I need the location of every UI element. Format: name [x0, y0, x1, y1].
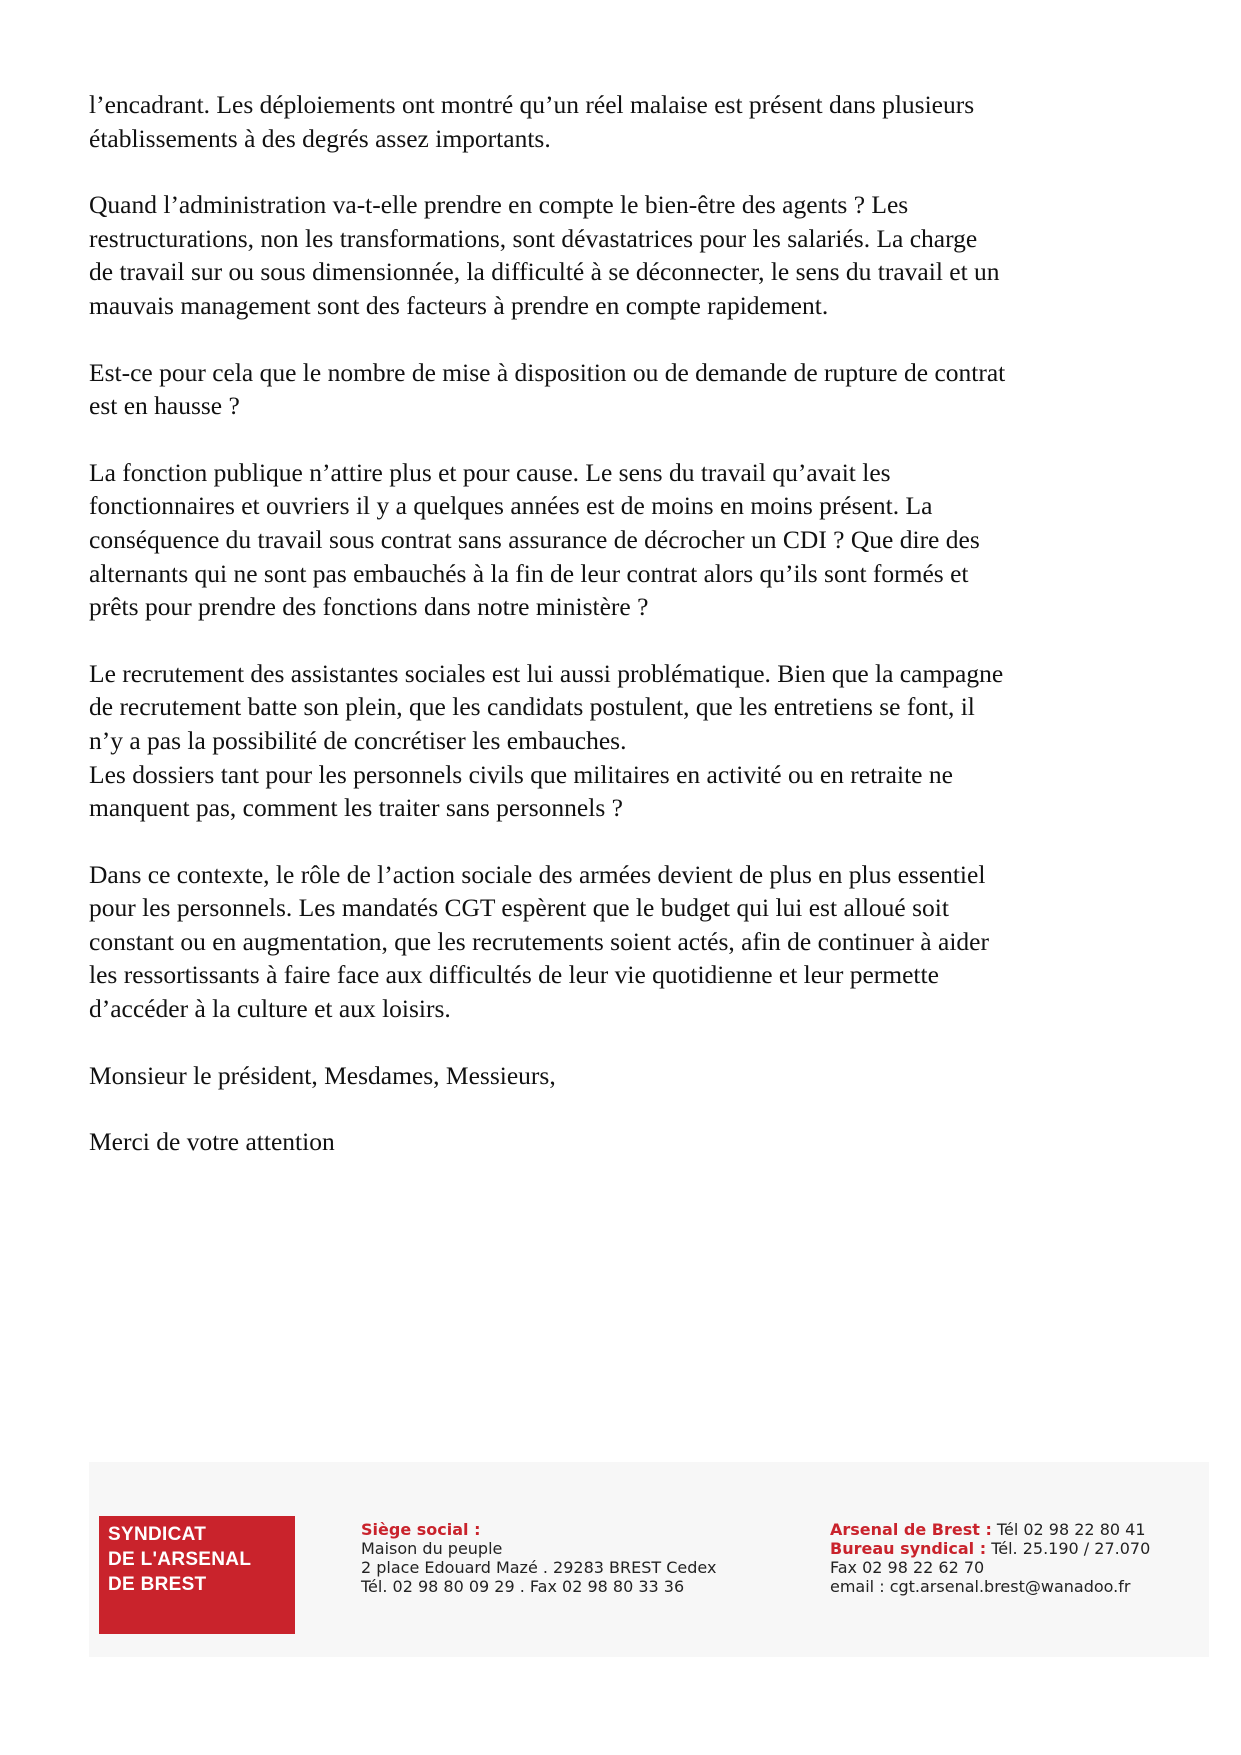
paragraph-malaise — [89, 88, 1123, 155]
text-line: pour les personnels. Les mandatés CGT espèrent que le budget qui lui est alloué soit — [89, 893, 949, 923]
arsenal-phone: Tél 02 98 22 80 41 — [991, 1520, 1146, 1539]
text-line: prêts pour prendre des fonctions dans notre ministère ? — [89, 592, 649, 622]
text-line: mauvais management sont des facteurs à prendre en compte rapidement. — [89, 290, 829, 320]
text-line: manquent pas, comment les traiter sans personnels ? — [89, 793, 623, 823]
text-line: Les dossiers tant pour les personnels civils que militaires en activité ou en retraite ne — [89, 759, 953, 789]
bureau-label: Bureau syndical : — [830, 1539, 987, 1558]
text-line: n’y a pas la possibilité de concrétiser les embauches. — [89, 725, 627, 755]
logo-line: SYNDICAT — [108, 1524, 207, 1545]
logo-line: DE L'ARSENAL — [108, 1549, 252, 1570]
siege-social-block — [361, 1520, 716, 1596]
text-line: établissements à des degrés assez importants. — [89, 123, 551, 153]
text-line: conséquence du travail sous contrat sans assurance de décrocher un CDI ? Que dire des — [89, 524, 980, 554]
text-line: La fonction publique n’attire plus et pour cause. Le sens du travail qu’avait les — [89, 457, 891, 487]
paragraph-dossiers — [89, 758, 1123, 825]
bureau-phone: Tél. 25.190 / 27.070 — [986, 1539, 1151, 1558]
bureau-line — [830, 1539, 1150, 1558]
fax-line: Fax 02 98 22 62 70 — [830, 1558, 985, 1577]
email-line: email : cgt.arsenal.brest@wanadoo.fr — [830, 1577, 1131, 1596]
logo-line: DE BREST — [108, 1574, 207, 1595]
salutation — [89, 1059, 1123, 1093]
text-line: les ressortissants à faire face aux difficultés de leur vie quotidienne et leur permette — [89, 960, 939, 990]
siege-line: Maison du peuple — [361, 1539, 503, 1558]
text-line: alternants qui ne sont pas embauchés à la fin de leur contrat alors qu’ils sont formés et — [89, 558, 969, 588]
text-line: l’encadrant. Les déploiements ont montré qu’un réel malaise est présent dans plusieurs — [89, 90, 975, 119]
paragraph-fonction-publique — [89, 456, 1123, 624]
siege-phone: Tél. 02 98 80 09 29 . Fax 02 98 80 33 36 — [361, 1577, 685, 1596]
arsenal-contact-block — [830, 1520, 1150, 1596]
letter-body — [89, 88, 1123, 1192]
letterhead-footer — [89, 1462, 1209, 1657]
closing — [89, 1125, 1123, 1159]
text-line: Quand l’administration va-t-elle prendre en compte le bien-être des agents ? Les — [89, 190, 909, 220]
text-line: de travail sur ou sous dimensionnée, la difficulté à se déconnecter, le sens du travail et un — [89, 257, 1000, 287]
text-line: constant ou en augmentation, que les recrutements soient actés, afin de continuer à aider — [89, 926, 989, 956]
text-line: restructurations, non les transformations, sont dévastatrices pour les salariés. La charge — [89, 223, 978, 253]
text-line: Est-ce pour cela que le nombre de mise à disposition ou de demande de rupture de contrat — [89, 357, 1006, 387]
paragraph-rupture-contrat — [89, 356, 1123, 423]
text-line: Monsieur le président, Mesdames, Messieurs, — [89, 1060, 556, 1090]
siege-title: Siège social : — [361, 1520, 481, 1539]
text-line: de recrutement batte son plein, que les candidats postulent, que les entretiens se font, il — [89, 692, 975, 722]
text-line: d’accéder à la culture et aux loisirs. — [89, 994, 451, 1024]
text-line: est en hausse ? — [89, 391, 240, 421]
siege-address: 2 place Edouard Mazé . 29283 BREST Cedex — [361, 1558, 717, 1577]
text-line: Merci de votre attention — [89, 1127, 335, 1157]
text-line: Dans ce contexte, le rôle de l’action sociale des armées devient de plus en plus essentiel — [89, 859, 986, 889]
arsenal-label: Arsenal de Brest : — [830, 1520, 992, 1539]
arsenal-phone-line — [830, 1520, 1150, 1539]
text-line: Le recrutement des assistantes sociales est lui aussi problématique. Bien que la campagne — [89, 658, 1004, 688]
syndicat-logo — [99, 1516, 295, 1634]
paragraph-bien-etre — [89, 188, 1123, 322]
paragraph-action-sociale — [89, 858, 1123, 1026]
text-line: fonctionnaires et ouvriers il y a quelques années est de moins en moins présent. La — [89, 491, 933, 521]
paragraph-assistantes-sociales — [89, 657, 1123, 758]
